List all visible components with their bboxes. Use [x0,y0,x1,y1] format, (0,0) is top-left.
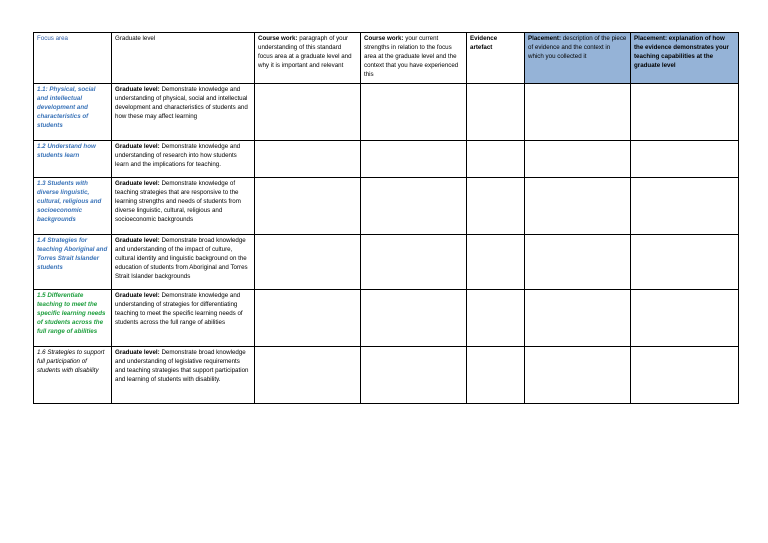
table-row [34,141,739,178]
course-work-understanding-cell[interactable] [255,178,361,235]
header-course-work-strengths: Course work: your current strengths in relation to the focus area at the graduate level and the context that you have experienced this [361,33,467,84]
header-course-work-understanding: Course work: paragraph of your understanding of this standard focus area at a graduate level and why it is important and relevant [255,33,361,84]
header-placement-description: Placement: description of the piece of evidence and the context in which you collected it [525,33,631,84]
course-work-strengths-cell[interactable] [361,178,467,235]
placement-description-cell[interactable] [525,347,631,404]
header-focus-area: Focus area [34,33,112,84]
table-row [34,178,739,235]
standards-table [33,32,739,404]
course-work-strengths-cell[interactable] [361,290,467,347]
evidence-cell[interactable] [467,84,525,141]
evidence-cell[interactable] [467,141,525,178]
placement-explanation-cell[interactable] [631,235,739,290]
placement-explanation-cell[interactable] [631,290,739,347]
course-work-strengths-cell[interactable] [361,347,467,404]
header-row [34,33,739,84]
course-work-understanding-cell[interactable] [255,347,361,404]
course-work-understanding-cell[interactable] [255,235,361,290]
table-row [34,290,739,347]
table-row [34,235,739,290]
evidence-cell[interactable] [467,347,525,404]
evidence-cell[interactable] [467,235,525,290]
placement-explanation-cell[interactable] [631,178,739,235]
header-placement-explanation: Placement: explanation of how the evidence demonstrates your teaching capabilities at the graduate level [631,33,739,84]
evidence-cell[interactable] [467,290,525,347]
table-row [34,84,739,141]
focus-cell: 1.4 Strategies for teaching Aboriginal and Torres Strait Islander students [34,235,112,290]
placement-description-cell[interactable] [525,178,631,235]
table-row [34,347,739,404]
placement-description-cell[interactable] [525,235,631,290]
focus-cell: 1.5 Differentiate teaching to meet the specific learning needs of students across the full range of abilities [34,290,112,347]
graduate-cell: Graduate level: Demonstrate knowledge of teaching strategies that are responsive to the learning strengths and needs of students from diverse linguistic, cultural, religious and socioeconomic backgrounds [112,178,255,235]
focus-cell: 1.2 Understand how students learn [34,141,112,178]
focus-cell: 1.3 Students with diverse linguistic, cultural, religious and socioeconomic backgrounds [34,178,112,235]
course-work-strengths-cell[interactable] [361,84,467,141]
course-work-understanding-cell[interactable] [255,290,361,347]
placement-explanation-cell[interactable] [631,141,739,178]
placement-description-cell[interactable] [525,290,631,347]
course-work-strengths-cell[interactable] [361,141,467,178]
focus-cell: 1.6 Strategies to support full participation of students with disability [34,347,112,404]
graduate-cell: Graduate level: Demonstrate knowledge and understanding of research into how students learn and the implications for teaching. [112,141,255,178]
header-graduate-level: Graduate level [112,33,255,84]
placement-description-cell[interactable] [525,141,631,178]
focus-cell: 1.1: Physical, social and intellectual development and characteristics of students [34,84,112,141]
placement-explanation-cell[interactable] [631,84,739,141]
graduate-cell: Graduate level: Demonstrate knowledge and understanding of physical, social and intellectual development and characteristics of students and how these may affect learning [112,84,255,141]
header-evidence-artefact: Evidence artefact [467,33,525,84]
course-work-understanding-cell[interactable] [255,84,361,141]
course-work-strengths-cell[interactable] [361,235,467,290]
graduate-cell: Graduate level: Demonstrate knowledge and understanding of strategies for differentiating teaching to meet the specific learning needs of students across the full range of abilities [112,290,255,347]
placement-explanation-cell[interactable] [631,347,739,404]
course-work-understanding-cell[interactable] [255,141,361,178]
evidence-cell[interactable] [467,178,525,235]
graduate-cell: Graduate level: Demonstrate broad knowledge and understanding of legislative requirements and teaching strategies that support participation and learning of students with disability. [112,347,255,404]
placement-description-cell[interactable] [525,84,631,141]
graduate-cell: Graduate level: Demonstrate broad knowledge and understanding of the impact of culture, cultural identity and linguistic background on the education of students from Aboriginal and Torres Strait Islander backgrounds [112,235,255,290]
